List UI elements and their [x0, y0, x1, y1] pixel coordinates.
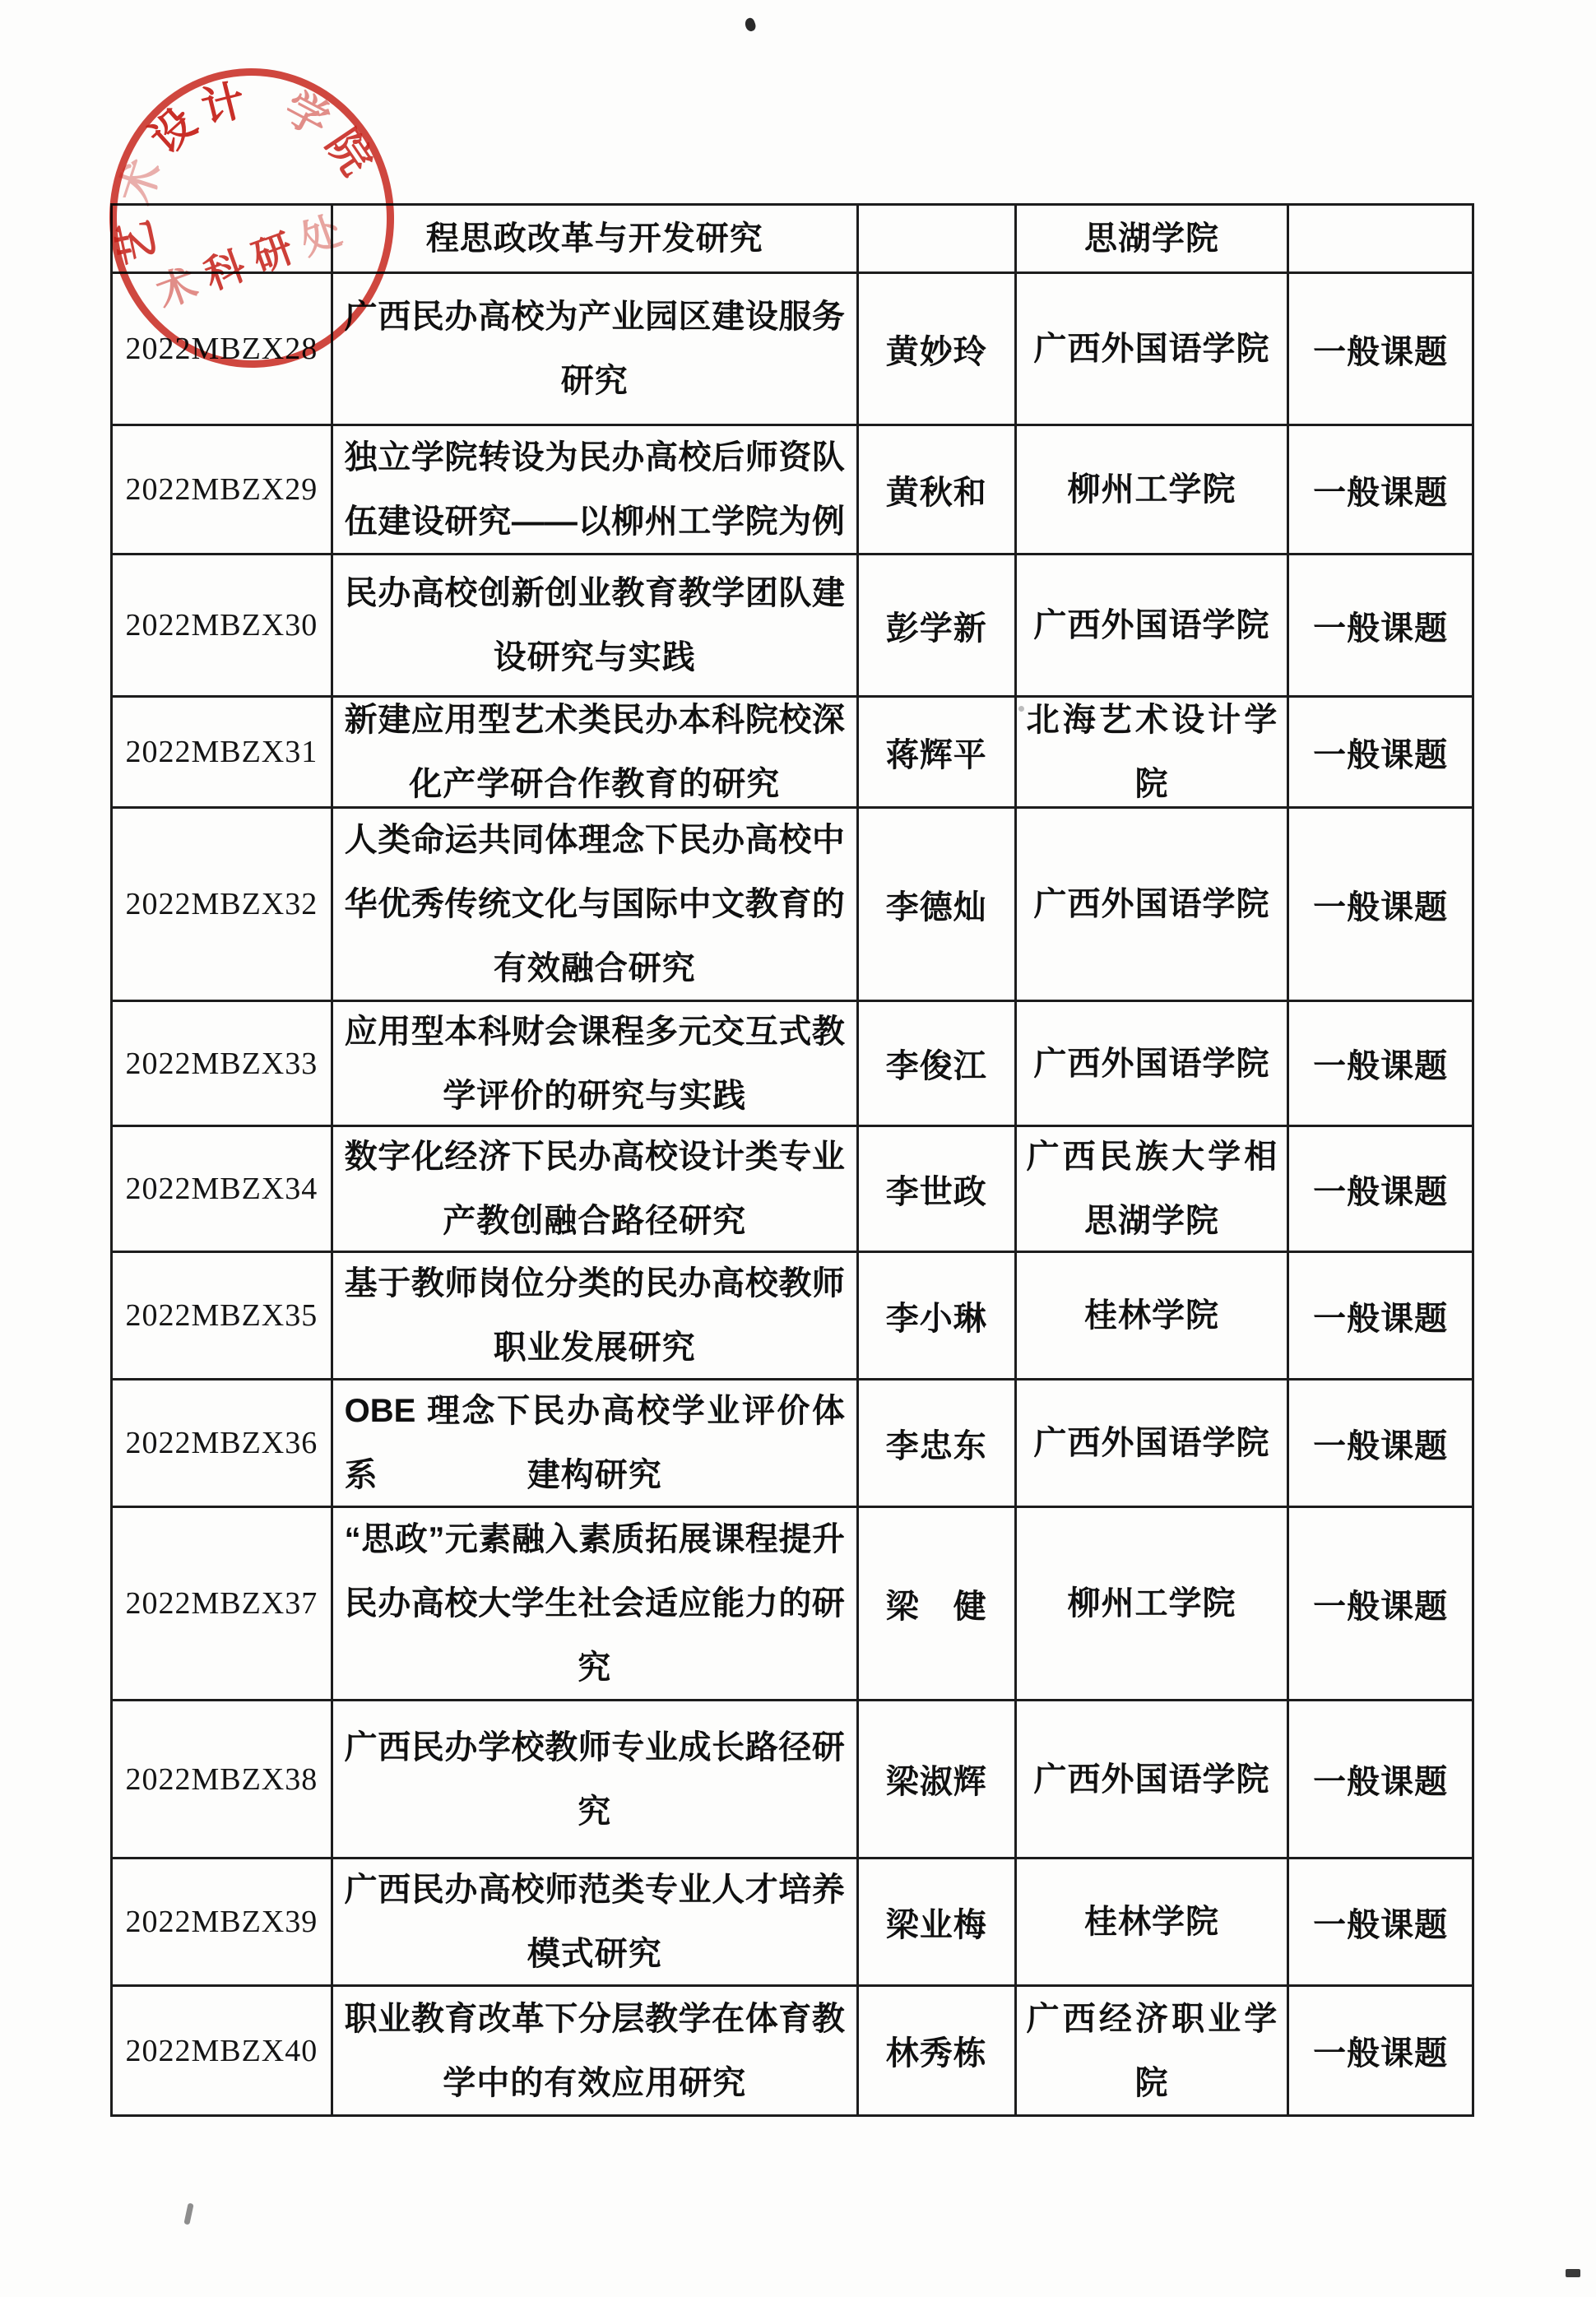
project-code: 2022MBZX29: [125, 472, 318, 507]
project-title-line: 广西民办高校为产业园区建设服务: [344, 299, 845, 335]
project-title-line: 模式研究: [527, 1936, 662, 1972]
project-title-cell: [333, 1508, 859, 1701]
project-code-cell: [113, 1987, 333, 2117]
project-type-cell: [1289, 698, 1474, 809]
stamp-arc-char: 院: [317, 121, 381, 184]
project-title-line: 民办高校创新创业教育教学团队建: [344, 575, 845, 611]
project-title-line: 学中的有效应用研究: [443, 2064, 747, 2101]
table-row: [113, 1508, 1474, 1701]
project-code-cell: [113, 206, 333, 274]
project-code: 2022MBZX34: [125, 1172, 318, 1206]
project-title-cell: [333, 1253, 859, 1381]
leader-name-cell: [859, 1127, 1017, 1253]
leader-name: 李小琳: [885, 1300, 987, 1337]
project-title-line: 独立学院转设为民办高校后师资队: [344, 439, 845, 476]
leader-name-cell: [859, 1002, 1017, 1127]
project-title-line: 学评价的研究与实践: [443, 1077, 747, 1114]
project-code-cell: [113, 274, 333, 426]
leader-name-cell: [859, 426, 1017, 555]
project-title-line: 产教创融合路径研究: [443, 1203, 747, 1239]
project-type: 一般课题: [1313, 333, 1449, 370]
leader-name: 梁淑辉: [885, 1764, 987, 1800]
project-title-line: 新建应用型艺术类民办本科院校深: [344, 702, 845, 738]
stamp-arc-char: 设: [142, 99, 206, 164]
project-code: 2022MBZX40: [125, 2033, 318, 2068]
project-code: 2022MBZX28: [125, 332, 318, 366]
leader-name-cell: [859, 1987, 1017, 2117]
project-type: 一般课题: [1313, 1300, 1449, 1337]
project-type-cell: [1289, 1127, 1474, 1253]
project-code: 2022MBZX37: [125, 1586, 318, 1621]
stamp-arc-char: 计: [197, 76, 250, 133]
stamp-arc-char: 学: [276, 83, 337, 146]
leader-name-cell: [859, 206, 1017, 274]
table-row: [113, 1002, 1474, 1127]
project-code-cell: [113, 1002, 333, 1127]
institution-cell: [1017, 206, 1290, 274]
institution-line: 柳州工学院: [1067, 471, 1236, 508]
project-code-cell: [113, 1701, 333, 1859]
project-title-line: OBE 理念下民办高校学业评价体系: [344, 1393, 845, 1493]
table-row: [113, 426, 1474, 555]
project-title-cell: [333, 1127, 859, 1253]
project-code-cell: [113, 809, 333, 1002]
leader-name: 李俊江: [885, 1048, 987, 1084]
project-type-cell: [1289, 274, 1474, 426]
table-row: [113, 206, 1474, 274]
institution-line: 广西外国语学院: [1033, 1425, 1270, 1461]
stamp-arc-char: 术: [111, 154, 170, 210]
project-title-cell: [333, 426, 859, 555]
leader-name: 梁业梅: [885, 1906, 987, 1943]
project-title-line: 华优秀传统文化与国际中文教育的: [344, 886, 845, 922]
institution-cell: [1017, 274, 1290, 426]
project-code-cell: [113, 1253, 333, 1381]
institution-cell: [1017, 1859, 1290, 1987]
table-row: [113, 1859, 1474, 1987]
project-title-line: 数字化经济下民办高校设计类专业: [344, 1139, 845, 1175]
project-type: 一般课题: [1313, 1173, 1449, 1210]
table-row: [113, 274, 1474, 426]
project-type: 一般课题: [1313, 2035, 1449, 2072]
institution-line: 院: [1134, 2064, 1169, 2101]
table-row: [113, 555, 1474, 698]
institution-cell: [1017, 1127, 1290, 1253]
table-row: [113, 1381, 1474, 1508]
project-type-cell: [1289, 206, 1474, 274]
stamp-inner-char: 术: [151, 258, 215, 317]
project-code-cell: [113, 1381, 333, 1508]
project-title-line: 有效融合研究: [493, 950, 696, 986]
institution-cell: [1017, 1253, 1290, 1381]
project-title-cell: [333, 698, 859, 809]
stamp-arc-char: 艺: [109, 216, 165, 269]
project-title-cell: [333, 274, 859, 426]
project-title-line: 职业教育改革下分层教学在体育教: [344, 2000, 845, 2037]
project-type: 一般课题: [1313, 1764, 1449, 1800]
stamp-inner-char: 处: [295, 205, 358, 264]
institution-line: 广西经济职业学: [1026, 2000, 1278, 2037]
project-code: 2022MBZX38: [125, 1761, 318, 1797]
project-code: 2022MBZX33: [125, 1046, 318, 1081]
project-type: 一般课题: [1313, 889, 1449, 926]
leader-name: 李德灿: [885, 889, 987, 926]
table-row: [113, 809, 1474, 1002]
stamp-inner-char: 研: [247, 222, 310, 281]
project-type-cell: [1289, 1859, 1474, 1987]
projects-table: [110, 203, 1474, 2117]
project-title-line: 程思政改革与开发研究: [425, 220, 763, 257]
project-code: 2022MBZX39: [125, 1905, 318, 1939]
project-type-cell: [1289, 426, 1474, 555]
leader-name-cell: [859, 274, 1017, 426]
scan-speck: [1566, 2269, 1580, 2277]
stamp-inner-char: 科: [199, 240, 262, 299]
project-title-cell: [333, 1859, 859, 1987]
project-type: 一般课题: [1313, 1427, 1449, 1464]
leader-name: 黄秋和: [885, 474, 987, 511]
leader-name: 林秀栋: [885, 2035, 987, 2072]
project-code: 2022MBZX36: [125, 1426, 318, 1460]
project-title-line: 究: [578, 1650, 612, 1686]
leader-name-cell: [859, 1508, 1017, 1701]
project-type-cell: [1289, 1508, 1474, 1701]
project-code: 2022MBZX32: [125, 887, 318, 921]
project-title-line: “思政”元素融入素质拓展课程提升: [344, 1521, 845, 1557]
institution-line: 北海艺术设计学: [1026, 702, 1278, 738]
project-title-line: 设研究与实践: [493, 639, 696, 675]
institution-cell: [1017, 698, 1290, 809]
project-title-line: 建构研究: [527, 1457, 662, 1493]
project-title-line: 应用型本科财会课程多元交互式教: [344, 1013, 845, 1050]
project-title-line: 人类命运共同体理念下民办高校中: [344, 822, 845, 858]
scan-speck: [1018, 706, 1024, 712]
project-title-cell: [333, 1381, 859, 1508]
project-title-line: 职业发展研究: [493, 1329, 696, 1366]
project-title-line: 基于教师岗位分类的民办高校教师: [344, 1265, 845, 1302]
table-row: [113, 1253, 1474, 1381]
project-code: 2022MBZX31: [125, 735, 318, 769]
project-title-line: 研究: [560, 363, 629, 399]
project-type-cell: [1289, 1253, 1474, 1381]
leader-name: 蒋辉平: [885, 736, 987, 773]
project-type: 一般课题: [1313, 1906, 1449, 1943]
institution-line: 桂林学院: [1083, 1904, 1219, 1940]
project-type: 一般课题: [1313, 736, 1449, 773]
institution-cell: [1017, 1381, 1290, 1508]
leader-name: 李世政: [885, 1173, 987, 1210]
institution-cell: [1017, 1701, 1290, 1859]
project-type: 一般课题: [1313, 610, 1449, 647]
institution-line: 桂林学院: [1083, 1297, 1219, 1334]
institution-cell: [1017, 809, 1290, 1002]
project-type: 一般课题: [1313, 1588, 1449, 1625]
project-title-cell: [333, 555, 859, 698]
leader-name: 李忠东: [885, 1427, 987, 1464]
institution-line: 广西外国语学院: [1033, 1045, 1270, 1082]
project-type: 一般课题: [1313, 1048, 1449, 1084]
project-title-line: 究: [578, 1793, 612, 1830]
leader-name-cell: [859, 555, 1017, 698]
table-row: [113, 1987, 1474, 2117]
leader-name-cell: [859, 1859, 1017, 1987]
table-row: [113, 1701, 1474, 1859]
institution-line: 院: [1134, 766, 1169, 802]
scan-speck: [744, 16, 758, 32]
project-title-line: 广西民办高校师范类专业人才培养: [344, 1872, 845, 1908]
table-row: [113, 698, 1474, 809]
project-title-line: 民办高校大学生社会适应能力的研: [344, 1585, 845, 1622]
leader-name-cell: [859, 1701, 1017, 1859]
project-title-line: 化产学研合作教育的研究: [409, 766, 781, 802]
institution-cell: [1017, 1987, 1290, 2117]
institution-line: 思湖学院: [1083, 1203, 1219, 1239]
leader-name-cell: [859, 809, 1017, 1002]
leader-name: 梁 健: [885, 1588, 987, 1625]
project-code-cell: [113, 1508, 333, 1701]
project-type-cell: [1289, 1002, 1474, 1127]
project-code-cell: [113, 1859, 333, 1987]
project-title-cell: [333, 206, 859, 274]
project-title-cell: [333, 809, 859, 1002]
project-type-cell: [1289, 809, 1474, 1002]
project-code: 2022MBZX35: [125, 1298, 318, 1333]
scan-speck: [183, 2203, 193, 2225]
institution-cell: [1017, 555, 1290, 698]
institution-line: 广西外国语学院: [1033, 1761, 1270, 1798]
project-type: 一般课题: [1313, 474, 1449, 511]
leader-name-cell: [859, 1381, 1017, 1508]
project-code-cell: [113, 555, 333, 698]
institution-cell: [1017, 1002, 1290, 1127]
project-code-cell: [113, 426, 333, 555]
leader-name: 黄妙玲: [885, 333, 987, 370]
project-title-line: 伍建设研究——以柳州工学院为例: [344, 503, 845, 540]
leader-name-cell: [859, 1253, 1017, 1381]
project-title-cell: [333, 1701, 859, 1859]
institution-cell: [1017, 426, 1290, 555]
institution-line: 思湖学院: [1083, 220, 1219, 257]
project-type-cell: [1289, 1701, 1474, 1859]
project-type-cell: [1289, 1381, 1474, 1508]
project-code-cell: [113, 1127, 333, 1253]
project-title-cell: [333, 1002, 859, 1127]
project-title-line: 广西民办学校教师专业成长路径研: [344, 1729, 845, 1766]
institution-line: 柳州工学院: [1067, 1585, 1236, 1622]
project-type-cell: [1289, 555, 1474, 698]
project-code: 2022MBZX30: [125, 608, 318, 643]
institution-line: 广西外国语学院: [1033, 886, 1270, 922]
institution-line: 广西外国语学院: [1033, 607, 1270, 643]
leader-name-cell: [859, 698, 1017, 809]
project-type-cell: [1289, 1987, 1474, 2117]
institution-line: 广西民族大学相: [1026, 1139, 1278, 1175]
institution-cell: [1017, 1508, 1290, 1701]
leader-name: 彭学新: [885, 610, 987, 647]
project-code-cell: [113, 698, 333, 809]
project-title-cell: [333, 1987, 859, 2117]
institution-line: 广西外国语学院: [1033, 331, 1270, 367]
table-row: [113, 1127, 1474, 1253]
